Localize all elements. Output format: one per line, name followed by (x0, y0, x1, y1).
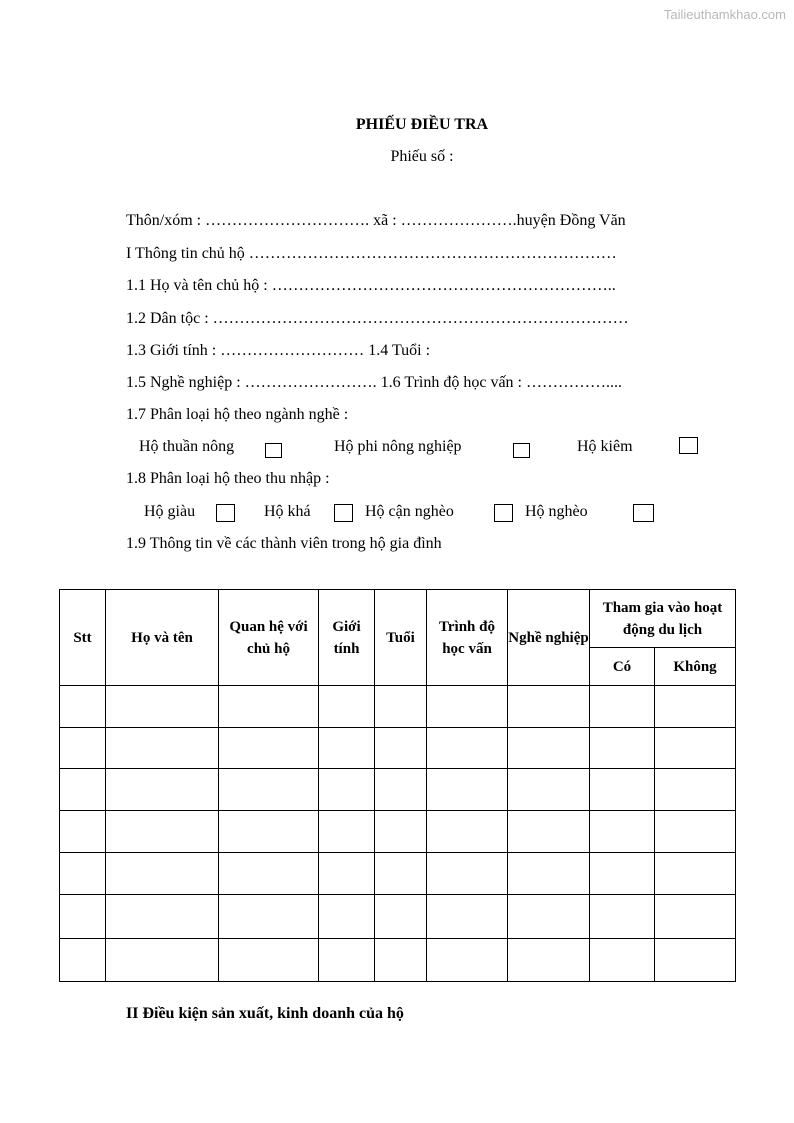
watermark: Tailieuthamkhao.com (663, 7, 786, 22)
income-classification-line: 1.8 Phân loại hộ theo thu nhập : (126, 470, 330, 487)
option-pure-farming: Hộ thuần nông (139, 438, 235, 455)
col-name: Họ và tên (106, 590, 219, 686)
section1-heading: I Thông tin chủ hộ …………………………………………………………… (126, 245, 617, 262)
option-rich: Hộ giàu (144, 503, 196, 520)
col-education: Trình độ học vấn (427, 590, 508, 686)
col-relation: Quan hệ với chủ hộ (219, 590, 319, 686)
table-row (60, 939, 736, 982)
checkbox-rich[interactable] (216, 504, 235, 522)
job-classification-line: 1.7 Phân loại hộ theo ngành nghề : (126, 406, 349, 423)
form-title: PHIẾU ĐIỀU TRA (355, 116, 489, 133)
option-near-poor: Hộ cận nghèo (365, 503, 454, 520)
householder-name-line: 1.1 Họ và tên chủ hộ : ……………………………………………………….. (126, 277, 616, 294)
section2-heading: II Điều kiện sản xuất, kinh doanh của hộ (126, 1005, 404, 1022)
option-poor: Hộ nghèo (525, 503, 588, 520)
table-row (60, 686, 736, 728)
table-row (60, 811, 736, 853)
option-well-off: Hộ khá (264, 503, 311, 520)
table-row (60, 853, 736, 895)
ethnicity-line: 1.2 Dân tộc : …………………………………………………………………… (126, 310, 629, 327)
checkbox-well-off[interactable] (334, 504, 353, 522)
members-heading: 1.9 Thông tin về các thành viên trong hộ gia đình (126, 535, 442, 552)
checkbox-non-farming[interactable] (513, 443, 530, 458)
job-education-line: 1.5 Nghề nghiệp : ……………………. 1.6 Trình độ học vấn : …………….... (126, 374, 622, 391)
option-non-farming: Hộ phi nông nghiệp (334, 438, 462, 455)
sheet-number: Phiếu số : (390, 148, 454, 165)
col-job: Nghề nghiệp (508, 590, 590, 686)
col-age: Tuổi (375, 590, 427, 686)
checkbox-mixed[interactable] (679, 437, 698, 454)
col-no: Không (655, 648, 736, 686)
checkbox-near-poor[interactable] (494, 504, 513, 522)
gender-age-line: 1.3 Giới tính : ……………………… 1.4 Tuổi : (126, 342, 431, 359)
checkbox-pure-farming[interactable] (265, 443, 282, 458)
village-line: Thôn/xóm : …………………………. xã : ………………….huyện Đồng Văn (126, 212, 626, 229)
table-row (60, 895, 736, 939)
checkbox-poor[interactable] (633, 504, 654, 522)
members-table (59, 589, 736, 982)
option-mixed: Hộ kiêm (577, 438, 633, 455)
col-gender: Giới tính (319, 590, 375, 686)
table-row (60, 728, 736, 769)
col-tourism: Tham gia vào hoạt động du lịch (590, 590, 736, 648)
table-row (60, 769, 736, 811)
col-stt: Stt (60, 590, 106, 686)
col-yes: Có (590, 648, 655, 686)
